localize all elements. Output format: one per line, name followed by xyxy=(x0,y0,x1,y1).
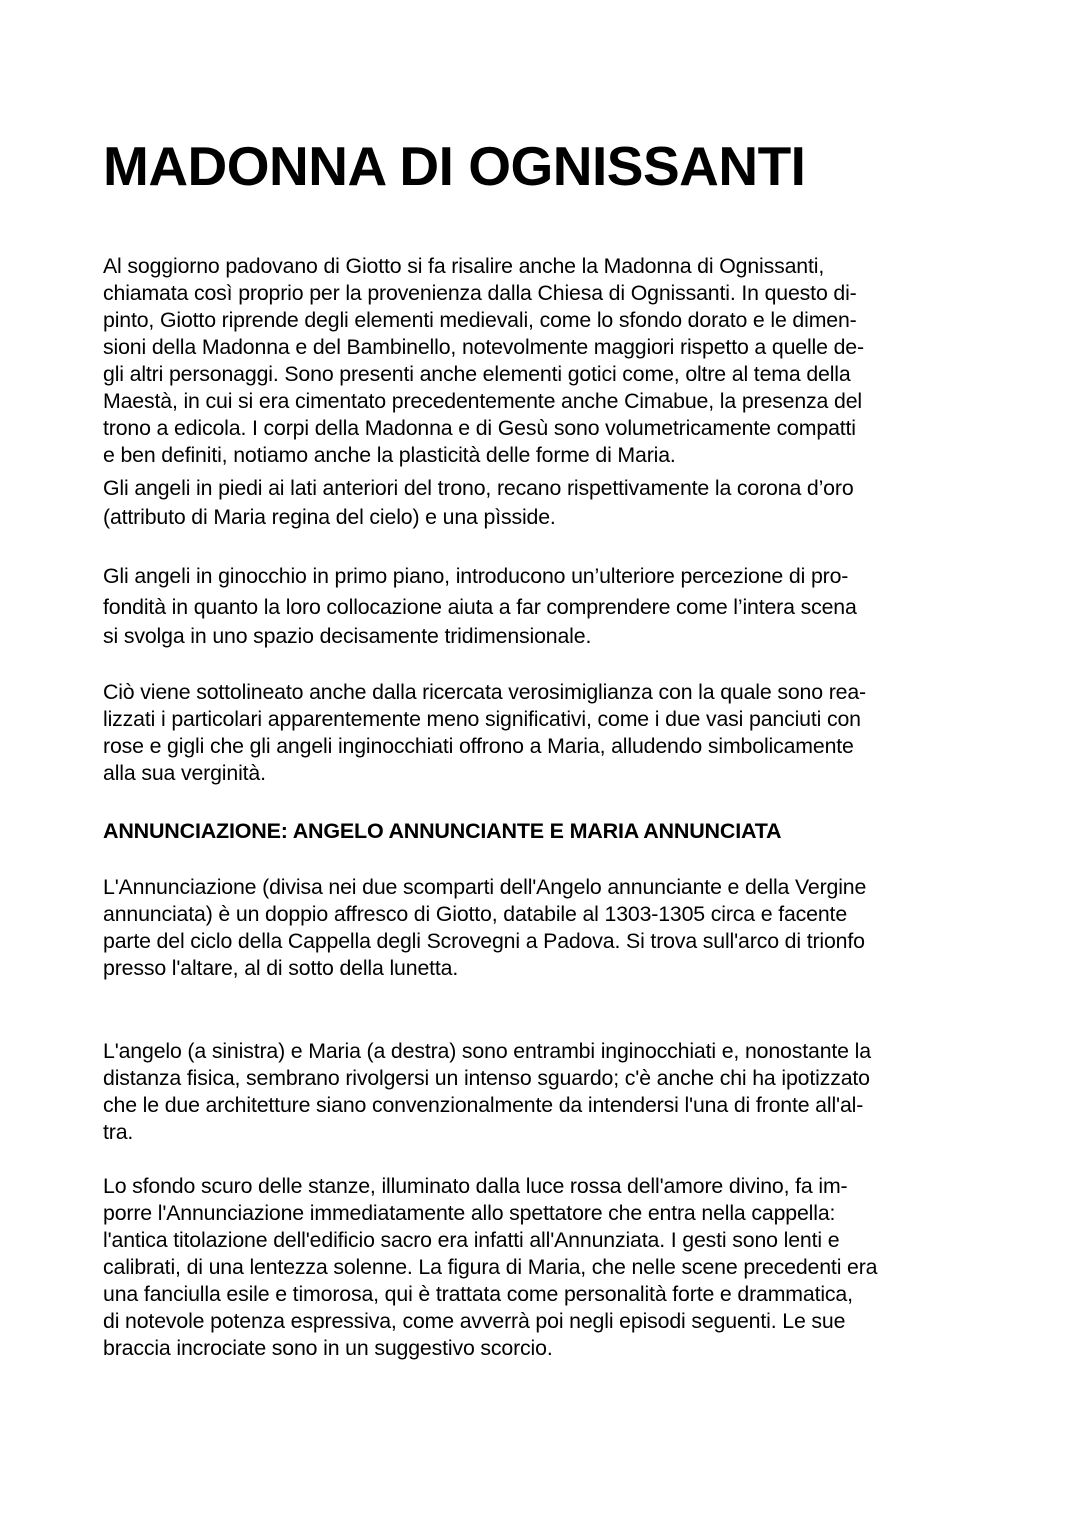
text-line: Lo sfondo scuro delle stanze, illuminato dalla luce rossa dell'amore divino, fa im- xyxy=(103,1174,848,1198)
text-line: parte del ciclo della Cappella degli Scrovegni a Padova. Si trova sull'arco di trionfo xyxy=(103,929,865,953)
text-line: L'Annunciazione (divisa nei due scomparti dell'Angelo annunciante e della Vergine xyxy=(103,875,867,899)
text-line: fondità in quanto la loro collocazione aiuta a far comprendere come l’intera scena xyxy=(103,595,857,619)
text-line: presso l'altare, al di sotto della lunetta. xyxy=(103,956,459,980)
text-line: alla sua verginità. xyxy=(103,761,266,785)
section-heading: ANNUNCIAZIONE: ANGELO ANNUNCIANTE E MARIA ANNUNCIATA xyxy=(103,819,782,843)
text-line: distanza fisica, sembrano rivolgersi un intenso sguardo; c'è anche chi ha ipotizzato xyxy=(103,1066,870,1090)
text-line: l'antica titolazione dell'edificio sacro era infatti all'Annunziata. I gesti sono lenti e xyxy=(103,1228,840,1252)
text-line: e ben definiti, notiamo anche la plasticità delle forme di Maria. xyxy=(103,443,676,467)
text-line: porre l'Annunciazione immediatamente allo spettatore che entra nella cappella: xyxy=(103,1201,836,1225)
text-line: chiamata così proprio per la provenienza dalla Chiesa di Ognissanti. In questo di- xyxy=(103,281,857,305)
text-line: Gli angeli in piedi ai lati anteriori del trono, recano rispettivamente la corona d’oro xyxy=(103,476,854,500)
text-line: annunciata) è un doppio affresco di Giotto, databile al 1303-1305 circa e facente xyxy=(103,902,848,926)
text-line: si svolga in uno spazio decisamente tridimensionale. xyxy=(103,624,592,648)
text-line: Maestà, in cui si era cimentato precedentemente anche Cimabue, la presenza del xyxy=(103,389,862,413)
text-line: Gli angeli in ginocchio in primo piano, introducono un’ulteriore percezione di pro- xyxy=(103,564,849,588)
text-line: calibrati, di una lentezza solenne. La figura di Maria, che nelle scene precedenti era xyxy=(103,1255,878,1279)
text-line: braccia incrociate sono in un suggestivo scorcio. xyxy=(103,1336,553,1360)
text-line: rose e gigli che gli angeli inginocchiati offrono a Maria, alludendo simbolicamente xyxy=(103,734,854,758)
text-line: L'angelo (a sinistra) e Maria (a destra) sono entrambi inginocchiati e, nonostante la xyxy=(103,1039,871,1063)
text-line: che le due architetture siano convenzionalmente da intendersi l'una di fronte all'al- xyxy=(103,1093,864,1117)
text-line: una fanciulla esile e timorosa, qui è trattata come personalità forte e drammatica, xyxy=(103,1282,853,1306)
text-line: Al soggiorno padovano di Giotto si fa risalire anche la Madonna di Ognissanti, xyxy=(103,254,825,278)
text-line: di notevole potenza espressiva, come avverrà poi negli episodi seguenti. Le sue xyxy=(103,1309,846,1333)
text-line: Ciò viene sottolineato anche dalla ricercata verosimiglianza con la quale sono rea- xyxy=(103,680,866,704)
text-line: lizzati i particolari apparentemente meno significativi, come i due vasi panciuti con xyxy=(103,707,861,731)
text-line: pinto, Giotto riprende degli elementi medievali, come lo sfondo dorato e le dimen- xyxy=(103,308,857,332)
text-line: tra. xyxy=(103,1120,134,1144)
page-title: MADONNA DI OGNISSANTI xyxy=(103,135,806,197)
text-line: gli altri personaggi. Sono presenti anche elementi gotici come, oltre al tema della xyxy=(103,362,851,386)
text-line: (attributo di Maria regina del cielo) e una pìsside. xyxy=(103,505,556,529)
text-line: trono a edicola. I corpi della Madonna e di Gesù sono volumetricamente compatti xyxy=(103,416,856,440)
text-line: sioni della Madonna e del Bambinello, notevolmente maggiori rispetto a quelle de- xyxy=(103,335,864,359)
